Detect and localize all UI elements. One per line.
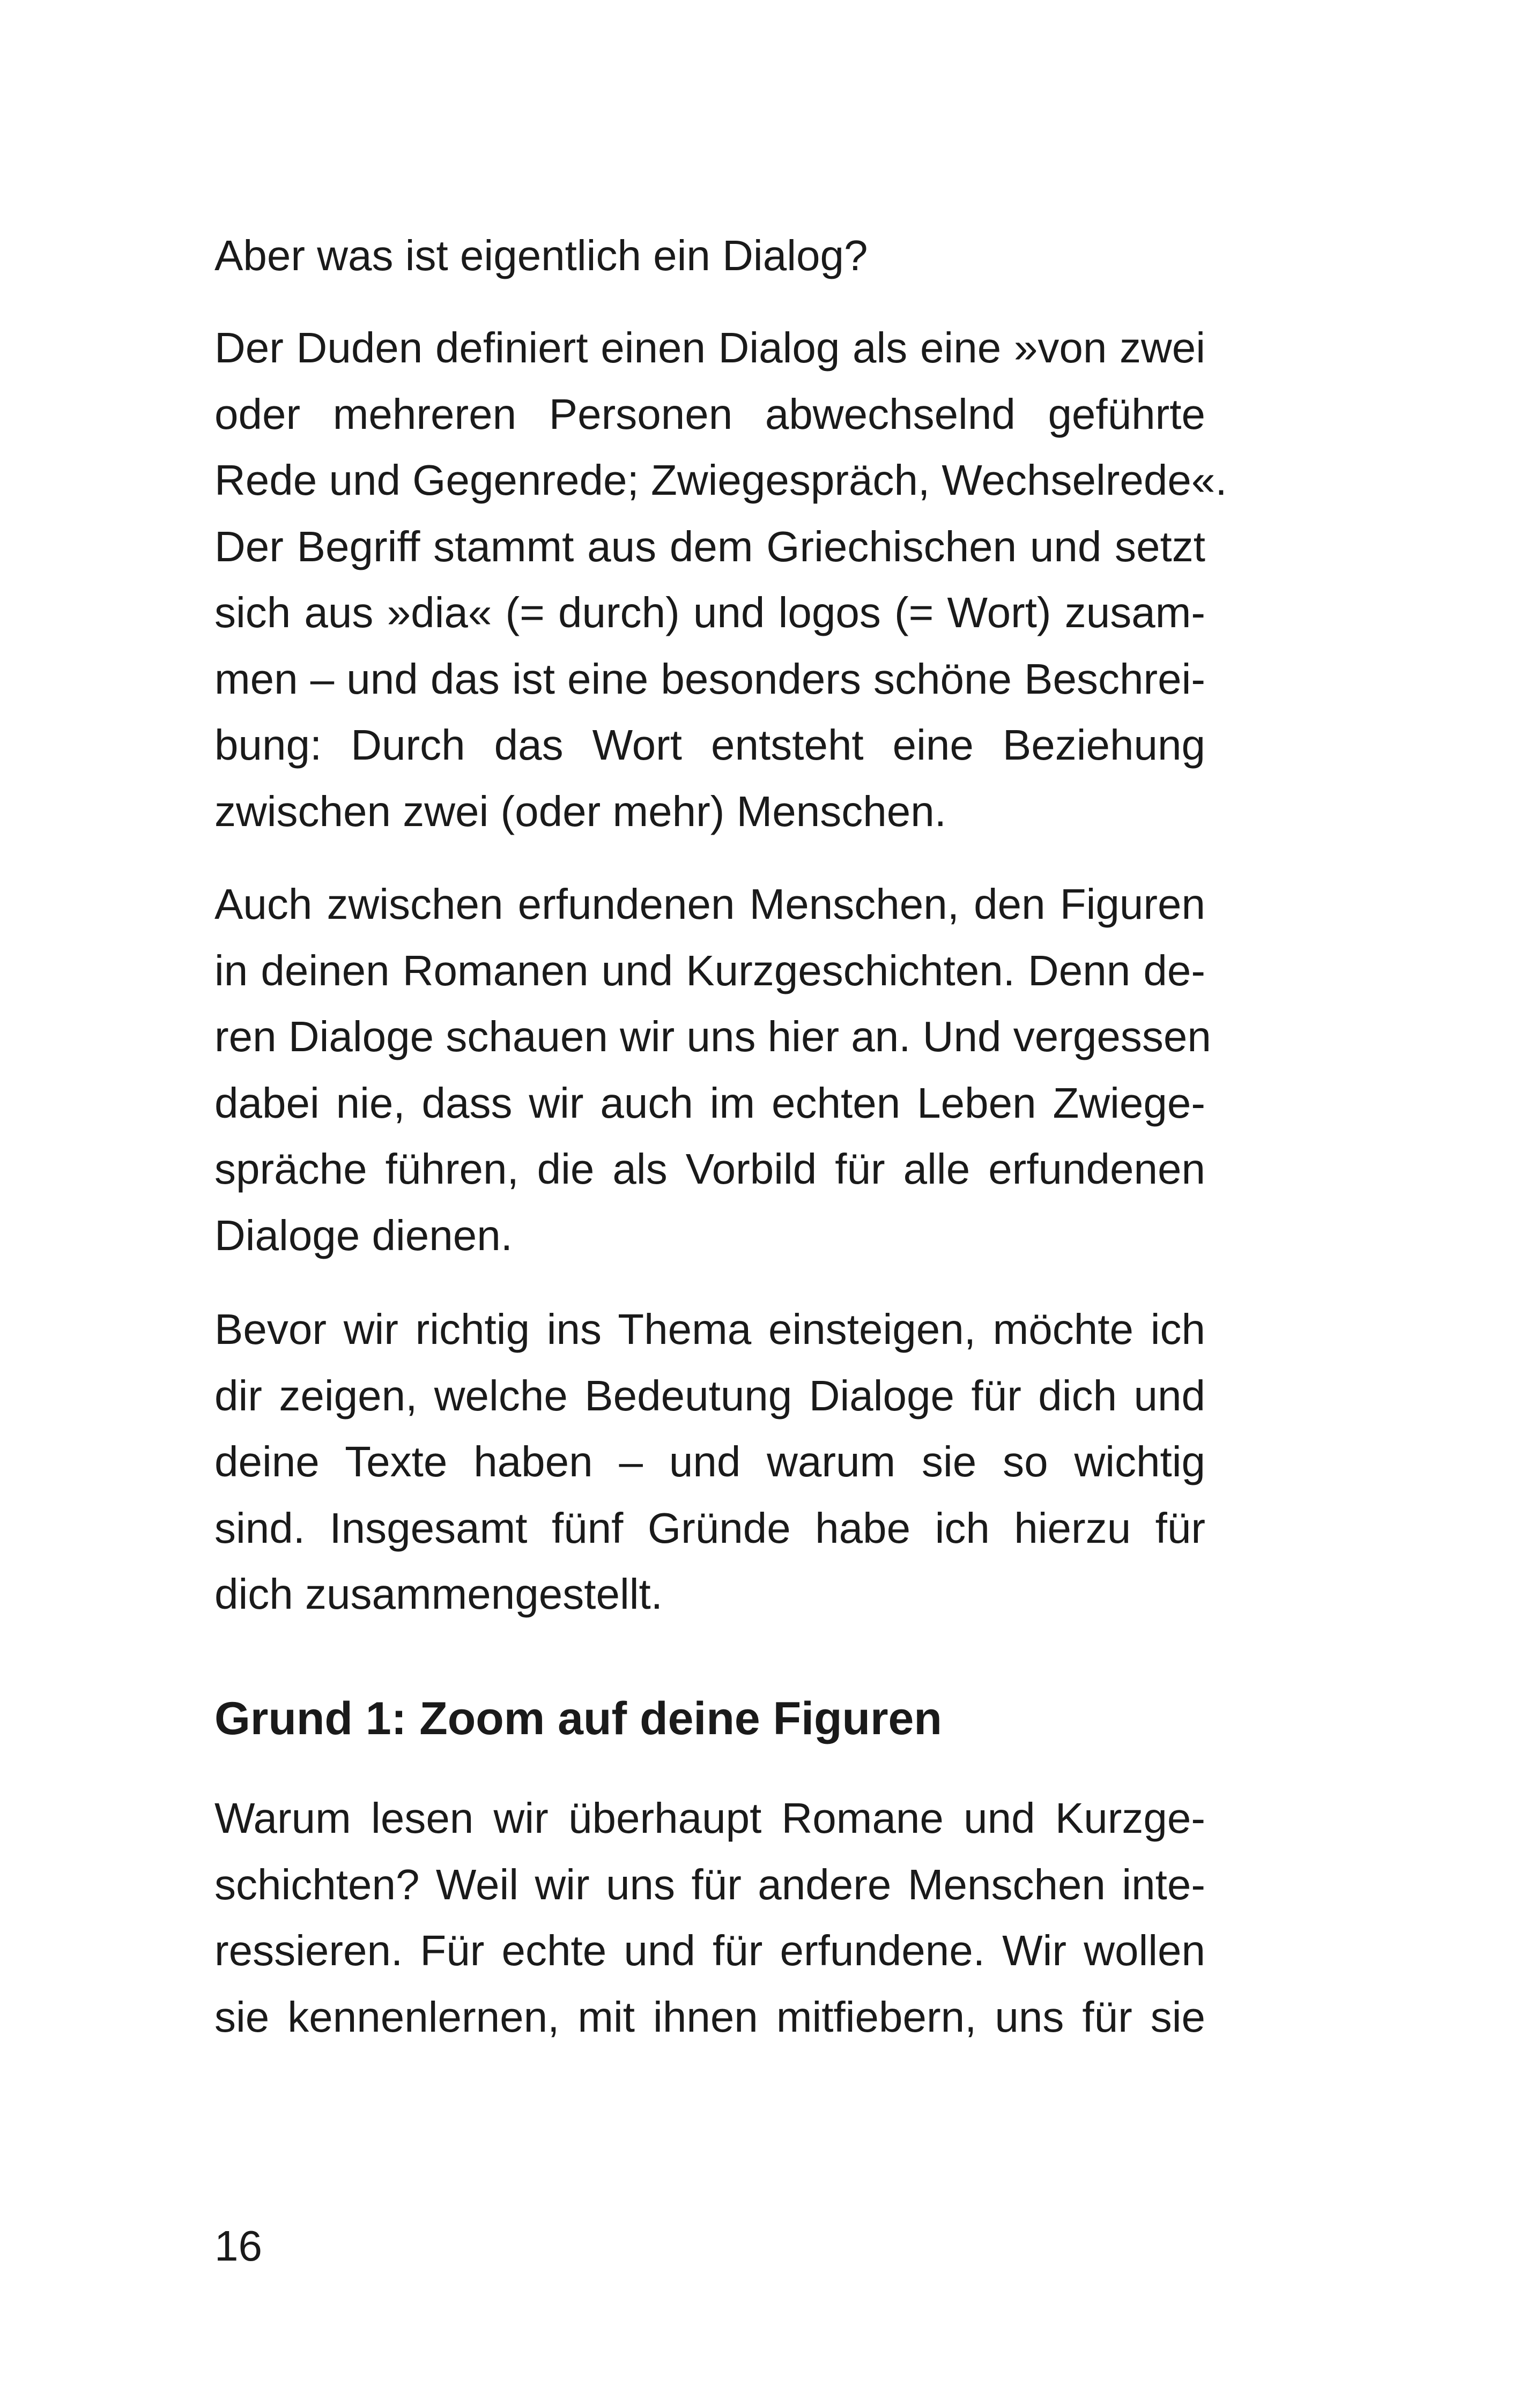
- paragraph-invented-people: [214, 871, 1211, 1268]
- text-line: Rede und Gegenrede; Zwiegespräch, Wechselrede«.: [214, 456, 1227, 504]
- text-line: sie kennenlernen, mit ihnen mitfiebern, uns für sie: [214, 1993, 1205, 2041]
- text-line: dich zusammengestellt.: [214, 1570, 663, 1618]
- text-line: bung: Durch das Wort entsteht eine Beziehung: [214, 721, 1205, 769]
- paragraph-five-reasons: [214, 1296, 1205, 1627]
- paragraph-why-read: [214, 1785, 1205, 2050]
- text-line: oder mehreren Personen abwechselnd geführte: [214, 390, 1205, 438]
- text-line: zwischen zwei (oder mehr) Menschen.: [214, 787, 946, 835]
- text-line: Auch zwischen erfundenen Menschen, den Figuren: [214, 880, 1205, 928]
- section-heading: Grund 1: Zoom auf deine Figuren: [214, 1693, 942, 1744]
- text-line: Warum lesen wir überhaupt Romane und Kurzge-: [214, 1794, 1205, 1842]
- paragraph-duden-definition: [214, 315, 1227, 844]
- text-line: schichten? Weil wir uns für andere Menschen inte-: [214, 1860, 1205, 1908]
- text-line: Der Duden definiert einen Dialog als eine »von zwei: [214, 324, 1205, 371]
- text-line: in deinen Romanen und Kurzgeschichten. Denn de-: [214, 946, 1205, 994]
- text-line: sind. Insgesamt fünf Gründe habe ich hierzu für: [214, 1504, 1205, 1552]
- text-line: spräche führen, die als Vorbild für alle erfundenen: [214, 1145, 1205, 1193]
- text-line: dir zeigen, welche Bedeutung Dialoge für dich und: [214, 1371, 1205, 1419]
- text-line: sich aus »dia« (= durch) und logos (= Wort) zusam-: [214, 589, 1205, 636]
- text-line: Der Begriff stammt aus dem Griechischen und setzt: [214, 522, 1205, 570]
- text-line: Bevor wir richtig ins Thema einsteigen, möchte ich: [214, 1305, 1205, 1353]
- text-line: dabei nie, dass wir auch im echten Leben Zwiege-: [214, 1079, 1205, 1127]
- text-line: Aber was ist eigentlich ein Dialog?: [214, 232, 868, 279]
- text-line: deine Texte haben – und warum sie so wichtig: [214, 1438, 1205, 1485]
- text-line: Dialoge dienen.: [214, 1211, 513, 1259]
- text-line: ren Dialoge schauen wir uns hier an. Und vergessen: [214, 1013, 1211, 1060]
- page-number: 16: [214, 2222, 262, 2270]
- intro-question: [214, 222, 1205, 289]
- text-line: men – und das ist eine besonders schöne Beschrei-: [214, 655, 1205, 703]
- text-line: ressieren. Für echte und für erfundene. Wir wollen: [214, 1927, 1205, 1974]
